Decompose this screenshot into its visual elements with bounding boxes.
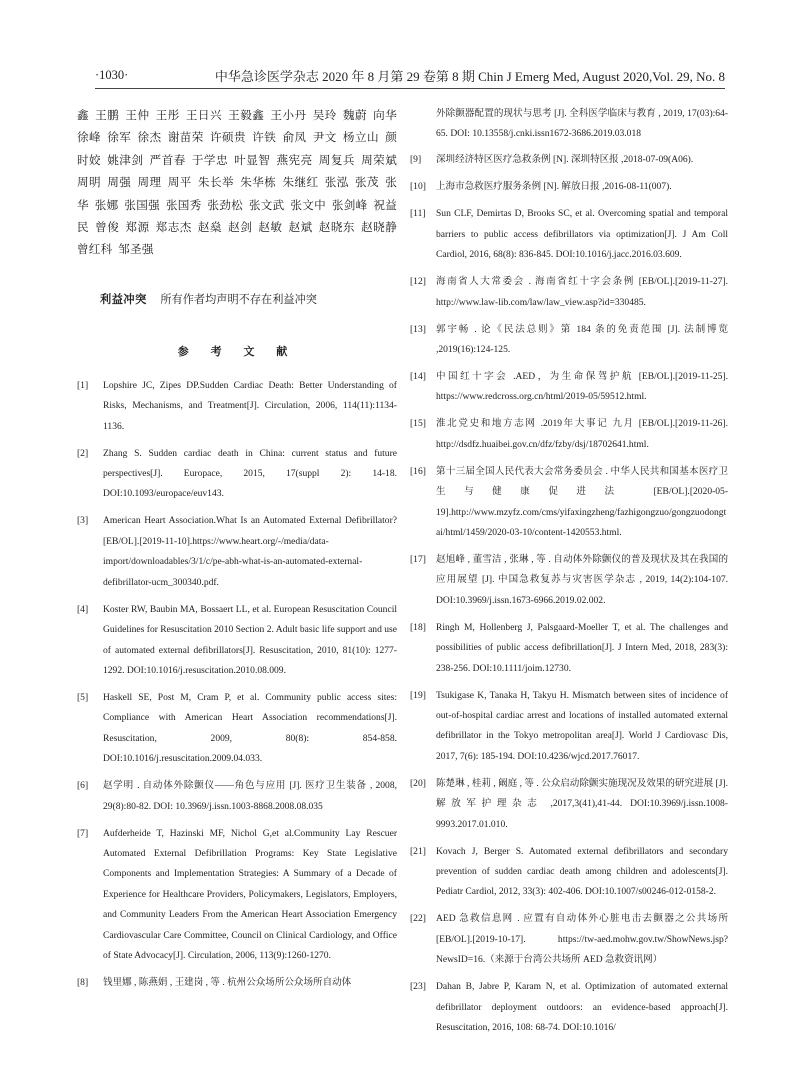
reference-item — [77, 973, 397, 993]
reference-text: 海南省人大常委会 . 海南省红十字会条例 [EB/OL].[2019-11-27]. http://www.law-lib.com/law/law_view.asp?id=330485. — [436, 276, 728, 308]
reference-number: [1] — [77, 379, 89, 391]
page-number: ·1030· — [95, 68, 129, 82]
reference-text: 深圳经济特区医疗急救条例 [N]. 深圳特区报 ,2018-07-09(A06). — [436, 154, 694, 166]
reference-text: 陈楚琳 , 桂莉 , 阚庭 , 等 . 公众启动除颤实施现况及效果的研究进展 [J]. 解放军护理杂志 ,2017,3(41),41-44. DOI:10.3969/j.issn.1008-9993.2017.01.010. — [436, 777, 728, 830]
author-list: 鑫 王鹏 王仲 王彤 王日兴 王毅鑫 王小丹 吴玲 魏蔚 向华 徐峰 徐军 徐杰 谢苗荣 许硕贵 许铁 俞凤 尹文 杨立山 颜时姣 姚津剑 严首春 于学忠 叶显智 燕宪亮 周复兵 周荣斌 周明 周强 周理 周平 朱长举 朱华栋 朱继红 张泓 张茂 张华 张娜 张国强 张国秀 张劲松 张文武 张文中 张剑峰 祝益民 曾俊 郑源 郑志杰 赵燊 赵剑 赵敏 赵斌 赵晓东 赵晓静 曾红科 邹圣强 — [77, 108, 397, 257]
reference-item — [410, 150, 728, 170]
conflict-of-interest — [77, 291, 397, 307]
reference-item — [410, 462, 728, 544]
reference-number: [16] — [410, 465, 426, 477]
reference-item — [410, 177, 728, 197]
reference-number: [7] — [77, 827, 89, 839]
reference-number: [12] — [410, 276, 426, 288]
reference-item — [410, 977, 728, 1038]
reference-item — [77, 776, 397, 817]
reference-text: Dahan B, Jabre P, Karam N, et al. Optimization of automated external defibrillator deployment outdoors: an evidence-based approach[J]. Resuscitation, 2016, 108: 68-74. DOI:10.1016/ — [436, 981, 728, 1034]
reference-text: 淮北党史和地方志网 .2019年大事记 九月 [EB/OL].[2019-11-26]. http://dsdfz.huaibei.gov.cn/dfz/fzby/dsj/18702641.html. — [436, 418, 728, 450]
reference-text: Haskell SE, Post M, Cram P, et al. Community public access sites: Compliance with American Heart Association recommendations[J]. Resuscitation, 2009, 80(8): 854-858. DOI:10.1016/j.resuscitation.2009.04.033. — [103, 691, 397, 765]
references-heading: 参 考 文 献 — [177, 344, 297, 358]
reference-item — [410, 204, 728, 265]
reference-number: [20] — [410, 777, 426, 789]
reference-number: [10] — [410, 181, 426, 193]
reference-item — [410, 367, 728, 408]
reference-number: [4] — [77, 603, 89, 615]
reference-item — [410, 842, 728, 903]
reference-number: [8] — [77, 976, 89, 988]
reference-number: [9] — [410, 154, 422, 166]
reference-text: Zhang S. Sudden cardiac death in China: current status and future perspectives[J]. Europace, 2015, 17(suppl 2): 14-18. DOI:10.1093/europace/euv143. — [103, 447, 397, 500]
reference-number: [13] — [410, 323, 426, 335]
reference-continuation: 外除颤器配置的现状与思考 [J]. 全科医学临床与教育 , 2019, 17(03):64-65. DOI: 10.13558/j.cnki.issn1672-3686.2019.03.018 — [436, 108, 728, 140]
conflict-label: 利益冲突 — [100, 292, 147, 306]
reference-number: [23] — [410, 981, 426, 993]
reference-number: [3] — [77, 515, 89, 527]
left-column — [77, 104, 397, 1000]
reference-number: [21] — [410, 845, 426, 857]
reference-number: [17] — [410, 553, 426, 565]
reference-text: Koster RW, Baubin MA, Bossaert LL, et al. European Resuscitation Council Guidelines for Resuscitation 2010 Section 2. Adult basic life support and use of automated external defibrillators[J]. Resuscitation, 2010, 81(10): 1277-1292. DOI:10.1016/j.resuscitation.2010.08.009. — [103, 603, 397, 676]
reference-item — [77, 688, 397, 770]
reference-number: [22] — [410, 913, 426, 925]
reference-number: [19] — [410, 689, 426, 701]
reference-number: [11] — [410, 208, 426, 220]
reference-text: Sun CLF, Demirtas D, Brooks SC, et al. Overcoming spatial and temporal barriers to public access defibrillators via optimization[J]. J Am Coll Cardiol, 2016, 68(8): 836-845. DOI:10.1016/j.jacc.2016.03.609. — [436, 208, 728, 261]
references-list-right — [410, 150, 728, 1038]
reference-text: 郭宇畅 . 论《民法总则》第 184 条的免责范围 [J]. 法制博览 ,2019(16):124-125. — [436, 323, 728, 355]
reference-number: [14] — [410, 370, 426, 382]
reference-number: [5] — [77, 691, 89, 703]
reference-item — [77, 511, 397, 593]
reference-number: [2] — [77, 447, 89, 459]
reference-text: 第十三届全国人民代表大会常务委员会 . 中华人民共和国基本医疗卫生与健康促进法 [EB/OL].[2020-05-19].http://www.mzyfz.com/cms/yifaxingzheng/fazhigongzuo/gongzuodongtai/html/1459/2020-03-10/content-1420553.html. — [436, 465, 728, 538]
reference-text: Kovach J, Berger S. Automated external defibrillators and secondary prevention of sudden cardiac death among children and adolescents[J]. Pediatr Cardiol, 2012, 33(3): 402-406. DOI:10.1007/s00246-012-0158-2. — [436, 845, 728, 898]
reference-item — [410, 618, 728, 679]
reference-text: Ringh M, Hollenberg J, Palsgaard-Moeller T, et al. The challenges and possibilities of public access defibrillation[J]. J Intern Med, 2018, 283(3): 238-256. DOI:10.1111/joim.12730. — [436, 621, 728, 674]
reference-text: Aufderheide T, Hazinski MF, Nichol G,et al.Community Lay Rescuer Automated External Defibrillation Programs: Key State Legislative Components and Implementation Strategies: A Summary of a Decade of Experience for Healthcare Providers, Policymakers, Legislators, Employers, and Community Leaders From the American Heart Association Emergency Cardiovascular Care Committee, Council on Clinical Cardiology, and Office of State Advocacy[J]. Circulation, 2006, 113(9):1260-1270. — [103, 827, 397, 961]
reference-item — [410, 686, 728, 768]
reference-item — [410, 320, 728, 361]
reference-item — [77, 824, 397, 967]
reference-item — [410, 550, 728, 611]
reference-text: 赵学明 . 自动体外除颤仪——角色与应用 [J]. 医疗卫生装备 , 2008, 29(8):80-82. DOI: 10.3969/j.issn.1003-8868.2008.08.035 — [103, 780, 397, 812]
references-list-left — [77, 376, 397, 994]
page-header — [95, 66, 725, 89]
reference-text: 钱里娜 , 陈燕娟 , 王建岗 , 等 . 杭州公众场所公众场所自动体 — [103, 976, 352, 988]
reference-item — [77, 600, 397, 682]
reference-text: American Heart Association.What Is an Automated External Defibrillator?[EB/OL].[2019-11-10].https://www.heart.org/-/media/data-import/downloadables/3/1/c/pe-abh-what-is-an-automated-external-defibrillator-ucm_300340.pdf. — [103, 515, 397, 588]
right-column — [410, 104, 728, 1045]
reference-text: Tsukigase K, Tanaka H, Takyu H. Mismatch between sites of incidence of out-of-hospital cardiac arrest and locations of installed automated external defibrillator in the Tokyo metropolitan area[J]. World J Cardiovasc Dis, 2017, 7(6): 185-194. DOI:10.4236/wjcd.2017.76017. — [436, 689, 728, 762]
reference-number: [6] — [77, 780, 89, 792]
reference-number: [15] — [410, 418, 426, 430]
reference-item — [77, 376, 397, 437]
reference-item — [410, 272, 728, 313]
conflict-text: 所有作者均声明不存在利益冲突 — [160, 292, 317, 306]
journal-running-title: 中华急诊医学杂志 2020 年 8 月第 29 卷第 8 期 Chin J Emerg Med, August 2020,Vol. 29, No. 8 — [214, 69, 725, 84]
reference-item — [410, 909, 728, 970]
reference-text: Lopshire JC, Zipes DP.Sudden Cardiac Death: Better Understanding of Risks, Mechanisms, and Treatment[J]. Circulation, 2006, 114(11):1134-1136. — [103, 379, 397, 432]
reference-text: 中国红十字会 .AED，为生命保驾护航 [EB/OL].[2019-11-25]. https://www.redcross.org.cn/html/2019-05/59512.html. — [436, 370, 728, 403]
reference-item — [410, 414, 728, 455]
reference-item — [77, 444, 397, 505]
reference-number: [18] — [410, 621, 426, 633]
reference-text: AED 急救信息网 . 应置有自动体外心脏电击去颤器之公共场所 [EB/OL].[2019-10-17]. https://tw-aed.mohw.gov.tw/ShowNews.jsp?NewsID=16.（来源于台湾公共场所 AED 急救资讯网） — [436, 913, 728, 966]
reference-text: 赵旭峰 , 董雪洁 , 张琳 , 等 . 自动体外除颤仪的普及现状及其在我国的应用展望 [J]. 中国急救复苏与灾害医学杂志 , 2019, 14(2):104-107. DOI:10.3969/j.issn.1673-6966.2019.02.002. — [436, 553, 728, 606]
reference-text: 上海市急救医疗服务条例 [N]. 解放日报 ,2016-08-11(007). — [436, 181, 672, 193]
reference-item — [410, 774, 728, 835]
